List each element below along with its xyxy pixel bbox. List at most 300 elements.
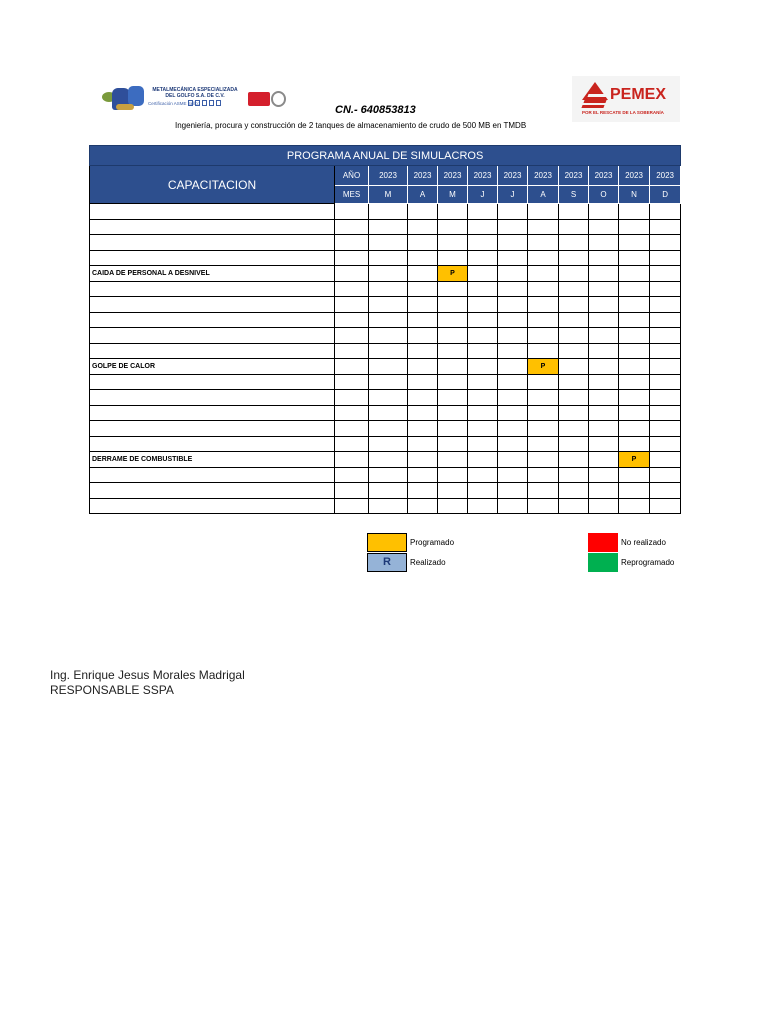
schedule-cell: [650, 250, 681, 266]
schedule-cell: [650, 219, 681, 235]
table-row: [90, 483, 681, 499]
schedule-cell: [650, 467, 681, 483]
year-month-spacer-cell: [335, 204, 369, 220]
schedule-cell: [589, 374, 619, 390]
schedule-cell: [468, 250, 498, 266]
activity-cell: [90, 297, 335, 313]
schedule-cell: [589, 204, 619, 220]
schedule-cell: [408, 436, 438, 452]
schedule-cell: [408, 266, 438, 282]
legend-realizado: [367, 552, 446, 572]
table-row: [90, 498, 681, 514]
table-title: PROGRAMA ANUAL DE SIMULACROS: [90, 146, 681, 166]
schedule-cell: [619, 281, 650, 297]
schedule-cell: [438, 498, 468, 514]
schedule-cell: [650, 390, 681, 406]
schedule-cell: [369, 266, 408, 282]
schedule-cell: [369, 498, 408, 514]
year-cell: 2023: [369, 166, 408, 186]
schedule-cell: [498, 421, 528, 437]
schedule-cell: [438, 405, 468, 421]
year-month-spacer-cell: [335, 405, 369, 421]
table-row: [90, 452, 681, 468]
company-mascot-icon: [102, 86, 146, 112]
schedule-cell: [589, 359, 619, 375]
schedule-cell: [559, 483, 589, 499]
year-month-spacer-cell: [335, 328, 369, 344]
schedule-cell: [559, 235, 589, 251]
project-subtitle: Ingeniería, procura y construcción de 2 tanques de almacenamiento de crudo de 500 MB en TMDB: [175, 121, 527, 130]
schedule-cell: [559, 204, 589, 220]
programado-mark: P: [528, 359, 559, 375]
schedule-cell: [559, 250, 589, 266]
month-cell: J: [498, 186, 528, 204]
schedule-cell: [369, 421, 408, 437]
year-month-spacer-cell: [335, 359, 369, 375]
schedule-cell: [650, 436, 681, 452]
schedule-cell: [438, 297, 468, 313]
schedule-cell: [438, 250, 468, 266]
table-row: [90, 250, 681, 266]
schedule-cell: [438, 436, 468, 452]
schedule-cell: [559, 498, 589, 514]
legend-programado: [367, 532, 454, 552]
schedule-cell: [468, 374, 498, 390]
schedule-cell: [559, 359, 589, 375]
legend-no-realizado: [588, 532, 666, 552]
schedule-cell: [408, 297, 438, 313]
schedule-cell: [498, 219, 528, 235]
legend-programado-label: Programado: [410, 537, 455, 547]
schedule-cell: [369, 312, 408, 328]
schedule-cell: [650, 359, 681, 375]
schedule-cell: [438, 374, 468, 390]
schedule-cell: [619, 219, 650, 235]
pemex-eagle-icon: [582, 82, 608, 110]
activity-cell: DERRAME DE COMBUSTIBLE: [90, 452, 335, 468]
schedule-cell: [650, 483, 681, 499]
schedule-cell: [468, 498, 498, 514]
year-cell: 2023: [650, 166, 681, 186]
schedule-cell: [408, 390, 438, 406]
year-month-spacer-cell: [335, 343, 369, 359]
activity-cell: [90, 219, 335, 235]
schedule-cell: [498, 235, 528, 251]
legend-programado-swatch: [367, 533, 407, 552]
year-month-spacer-cell: [335, 281, 369, 297]
schedule-cell: [528, 343, 559, 359]
year-month-spacer-cell: [335, 297, 369, 313]
signatory-name: Ing. Enrique Jesus Morales Madrigal: [50, 668, 245, 682]
schedule-cell: [559, 452, 589, 468]
schedule-cell: [438, 467, 468, 483]
schedule-cell: [528, 250, 559, 266]
schedule-cell: [650, 421, 681, 437]
schedule-cell: [619, 328, 650, 344]
legend-reprogramado-swatch: [588, 553, 618, 572]
schedule-cell: [468, 297, 498, 313]
schedule-cell: [408, 405, 438, 421]
schedule-cell: [369, 235, 408, 251]
schedule-cell: [589, 297, 619, 313]
schedule-cell: [650, 204, 681, 220]
month-label: MES: [335, 186, 369, 204]
schedule-cell: [589, 250, 619, 266]
table-row: [90, 467, 681, 483]
schedule-cell: [408, 359, 438, 375]
schedule-cell: [408, 235, 438, 251]
table-row: [90, 359, 681, 375]
schedule-cell: [369, 483, 408, 499]
schedule-cell: [528, 297, 559, 313]
schedule-cell: [498, 390, 528, 406]
activity-cell: [90, 436, 335, 452]
schedule-cell: [619, 343, 650, 359]
schedule-cell: [408, 250, 438, 266]
pemex-brand: PEMEX: [610, 86, 667, 103]
schedule-cell: [559, 266, 589, 282]
schedule-cell: [468, 390, 498, 406]
schedule-cell: [559, 328, 589, 344]
schedule-cell: [498, 498, 528, 514]
year-month-spacer-cell: [335, 374, 369, 390]
month-cell: A: [408, 186, 438, 204]
schedule-cell: [498, 328, 528, 344]
schedule-cell: [528, 219, 559, 235]
schedule-cell: [619, 250, 650, 266]
schedule-table: [89, 145, 681, 514]
schedule-cell: [528, 452, 559, 468]
schedule-cell: [369, 250, 408, 266]
year-cell: 2023: [438, 166, 468, 186]
schedule-cell: [408, 452, 438, 468]
year-cell: 2023: [619, 166, 650, 186]
schedule-cell: [589, 483, 619, 499]
year-month-spacer-cell: [335, 266, 369, 282]
schedule-cell: [528, 266, 559, 282]
schedule-cell: [438, 235, 468, 251]
schedule-cell: [589, 421, 619, 437]
schedule-cell: [468, 359, 498, 375]
schedule-cell: [498, 266, 528, 282]
schedule-cell: [619, 204, 650, 220]
schedule-cell: [559, 312, 589, 328]
year-month-spacer-cell: [335, 436, 369, 452]
schedule-cell: [468, 436, 498, 452]
activity-cell: CAIDA DE PERSONAL A DESNIVEL: [90, 266, 335, 282]
schedule-cell: [528, 312, 559, 328]
company-logo: [102, 84, 292, 114]
schedule-cell: [438, 483, 468, 499]
pemex-tagline: POR EL RESCATE DE LA SOBERANÍA: [582, 110, 664, 115]
schedule-cell: [619, 421, 650, 437]
table-row: [90, 235, 681, 251]
schedule-cell: [498, 250, 528, 266]
schedule-cell: [468, 204, 498, 220]
schedule-cell: [619, 467, 650, 483]
schedule-cell: [468, 266, 498, 282]
activity-cell: [90, 250, 335, 266]
schedule-cell: [650, 498, 681, 514]
schedule-cell: [559, 390, 589, 406]
schedule-cell: [369, 405, 408, 421]
table-row: [90, 390, 681, 406]
certification-seal-icon: [248, 90, 288, 110]
year-month-spacer-cell: [335, 390, 369, 406]
schedule-cell: [619, 436, 650, 452]
schedule-cell: [559, 281, 589, 297]
month-cell: M: [369, 186, 408, 204]
year-cell: 2023: [498, 166, 528, 186]
year-month-spacer-cell: [335, 235, 369, 251]
schedule-cell: [498, 436, 528, 452]
schedule-cell: [619, 498, 650, 514]
activity-column-header: CAPACITACION: [90, 166, 335, 204]
year-month-spacer-cell: [335, 498, 369, 514]
schedule-cell: [528, 467, 559, 483]
schedule-cell: [498, 359, 528, 375]
year-month-spacer-cell: [335, 312, 369, 328]
schedule-cell: [369, 297, 408, 313]
schedule-cell: [528, 483, 559, 499]
table-row: [90, 281, 681, 297]
activity-cell: [90, 467, 335, 483]
month-cell: D: [650, 186, 681, 204]
schedule-cell: [438, 359, 468, 375]
schedule-cell: [528, 281, 559, 297]
activity-cell: [90, 343, 335, 359]
schedule-cell: [619, 235, 650, 251]
schedule-cell: [589, 219, 619, 235]
schedule-cell: [650, 452, 681, 468]
schedule-cell: [408, 498, 438, 514]
activity-cell: [90, 328, 335, 344]
year-month-spacer-cell: [335, 467, 369, 483]
schedule-cell: [408, 204, 438, 220]
year-cell: 2023: [468, 166, 498, 186]
schedule-cell: [528, 204, 559, 220]
schedule-cell: [528, 498, 559, 514]
year-month-spacer-cell: [335, 250, 369, 266]
schedule-cell: [468, 452, 498, 468]
schedule-cell: [559, 219, 589, 235]
activity-cell: [90, 281, 335, 297]
table-row: [90, 343, 681, 359]
schedule-cell: [438, 390, 468, 406]
schedule-cell: [408, 312, 438, 328]
schedule-cell: [498, 312, 528, 328]
schedule-cell: [498, 452, 528, 468]
schedule-cell: [650, 297, 681, 313]
schedule-cell: [468, 281, 498, 297]
activity-cell: [90, 235, 335, 251]
schedule-cell: [498, 483, 528, 499]
certification-stamps-icon: [188, 100, 221, 106]
schedule-cell: [408, 343, 438, 359]
schedule-cell: [468, 219, 498, 235]
schedule-cell: [438, 204, 468, 220]
certification-text: Certificación ASME Sello:: [148, 101, 200, 106]
schedule-cell: [528, 421, 559, 437]
schedule-cell: [369, 359, 408, 375]
schedule-cell: [498, 204, 528, 220]
schedule-cell: [619, 374, 650, 390]
month-cell: N: [619, 186, 650, 204]
schedule-cell: [619, 359, 650, 375]
table-row: [90, 312, 681, 328]
schedule-cell: [650, 266, 681, 282]
table-row: [90, 405, 681, 421]
schedule-cell: [589, 312, 619, 328]
year-month-spacer-cell: [335, 421, 369, 437]
table-row: [90, 436, 681, 452]
schedule-cell: [589, 436, 619, 452]
activity-cell: [90, 483, 335, 499]
schedule-cell: [498, 374, 528, 390]
schedule-cell: [369, 390, 408, 406]
schedule-cell: [559, 374, 589, 390]
schedule-cell: [559, 343, 589, 359]
schedule-cell: [619, 297, 650, 313]
schedule-cell: [528, 405, 559, 421]
schedule-cell: [559, 421, 589, 437]
legend-realizado-label: Realizado: [410, 557, 446, 567]
activity-cell: [90, 405, 335, 421]
schedule-cell: [438, 312, 468, 328]
schedule-cell: [559, 467, 589, 483]
schedule-cell: [619, 390, 650, 406]
schedule-cell: [408, 328, 438, 344]
year-cell: 2023: [528, 166, 559, 186]
schedule-cell: [589, 266, 619, 282]
schedule-cell: [369, 281, 408, 297]
activity-cell: [90, 204, 335, 220]
schedule-cell: [650, 281, 681, 297]
schedule-cell: [438, 343, 468, 359]
schedule-cell: [528, 328, 559, 344]
schedule-cell: [589, 467, 619, 483]
schedule-cell: [369, 343, 408, 359]
programado-mark: P: [438, 266, 468, 282]
table-row: [90, 328, 681, 344]
table-row: [90, 374, 681, 390]
schedule-cell: [468, 343, 498, 359]
schedule-cell: [438, 452, 468, 468]
schedule-cell: [650, 405, 681, 421]
schedule-cell: [369, 374, 408, 390]
legend-reprogramado-label: Reprogramado: [621, 557, 675, 567]
schedule-cell: [589, 328, 619, 344]
schedule-cell: [438, 219, 468, 235]
activity-cell: [90, 374, 335, 390]
schedule-cell: [589, 235, 619, 251]
schedule-cell: [369, 204, 408, 220]
year-cell: 2023: [589, 166, 619, 186]
company-name: METALMECÁNICA ESPECIALIZADA DEL GOLFO S.A. DE C.V.: [152, 87, 238, 99]
schedule-cell: [468, 405, 498, 421]
year-cell: 2023: [559, 166, 589, 186]
table-row: [90, 266, 681, 282]
schedule-cell: [369, 328, 408, 344]
schedule-cell: [498, 343, 528, 359]
activity-cell: [90, 312, 335, 328]
year-month-spacer-cell: [335, 219, 369, 235]
month-cell: O: [589, 186, 619, 204]
schedule-cell: [619, 405, 650, 421]
schedule-cell: [468, 312, 498, 328]
schedule-cell: [589, 281, 619, 297]
schedule-cell: [438, 281, 468, 297]
schedule-cell: [408, 483, 438, 499]
activity-cell: [90, 421, 335, 437]
activity-cell: GOLPE DE CALOR: [90, 359, 335, 375]
schedule-cell: [650, 374, 681, 390]
legend-realizado-swatch: R: [367, 553, 407, 572]
schedule-cell: [589, 452, 619, 468]
legend-no-realizado-label: No realizado: [621, 537, 666, 547]
year-month-spacer-cell: [335, 452, 369, 468]
schedule-cell: [589, 390, 619, 406]
schedule-cell: [559, 297, 589, 313]
table-row: [90, 219, 681, 235]
schedule-cell: [650, 343, 681, 359]
schedule-cell: [528, 374, 559, 390]
table-row: [90, 204, 681, 220]
schedule-cell: [650, 235, 681, 251]
schedule-cell: [369, 219, 408, 235]
schedule-cell: [589, 498, 619, 514]
schedule-cell: [559, 405, 589, 421]
schedule-cell: [468, 235, 498, 251]
schedule-cell: [408, 281, 438, 297]
legend-no-realizado-swatch: [588, 533, 618, 552]
month-cell: J: [468, 186, 498, 204]
schedule-cell: [369, 436, 408, 452]
schedule-cell: [468, 467, 498, 483]
month-cell: A: [528, 186, 559, 204]
table-row: [90, 421, 681, 437]
schedule-cell: [438, 421, 468, 437]
schedule-cell: [559, 436, 589, 452]
schedule-cell: [650, 328, 681, 344]
schedule-cell: [408, 421, 438, 437]
schedule-cell: [468, 328, 498, 344]
programado-mark: P: [619, 452, 650, 468]
schedule-cell: [650, 312, 681, 328]
schedule-cell: [468, 421, 498, 437]
year-month-spacer-cell: [335, 483, 369, 499]
schedule-cell: [619, 483, 650, 499]
schedule-cell: [408, 219, 438, 235]
schedule-cell: [498, 467, 528, 483]
schedule-cell: [528, 390, 559, 406]
year-label: AÑO: [335, 166, 369, 186]
month-cell: S: [559, 186, 589, 204]
activity-cell: [90, 498, 335, 514]
schedule-cell: [498, 297, 528, 313]
schedule-cell: [369, 452, 408, 468]
schedule-cell: [408, 467, 438, 483]
schedule-cell: [528, 436, 559, 452]
legend-reprogramado: [588, 552, 674, 572]
activity-cell: [90, 390, 335, 406]
year-cell: 2023: [408, 166, 438, 186]
schedule-cell: [468, 483, 498, 499]
table-row: [90, 297, 681, 313]
schedule-cell: [408, 374, 438, 390]
schedule-cell: [528, 235, 559, 251]
pemex-logo: [572, 76, 680, 122]
